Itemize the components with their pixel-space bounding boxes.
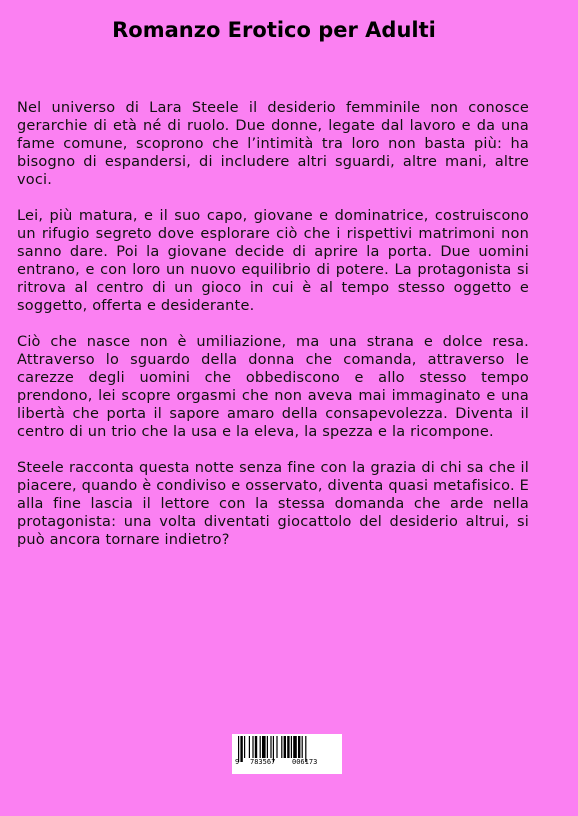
blurb-text [17, 99, 529, 567]
barcode-bar [262, 736, 266, 758]
blurb-paragraph: Steele racconta questa notte senza fine con la grazia di chi sa che il piacere, quando è condiviso e osservato, diventa quasi metafisico. E alla fine lascia il lettore con la stessa domanda che arde nella protagonista: una volta diventati giocattolo del desiderio altrui, si può ancora tornare indietro? [17, 460, 529, 548]
barcode-bar [240, 736, 242, 762]
isbn-barcode [232, 734, 342, 774]
barcode-bar [260, 736, 261, 758]
blurb-paragraph: Ciò che nasce non è umiliazione, ma una strana e dolce resa. Attraverso lo sguardo della donna che comanda, attraverso le carezze degli uomini che obbediscono e allo stesso tempo prendono, lei scopre orgasmi che non aveva mai immaginato e una libertà che porta il sapore amaro della consapevolezza. Diventa il centro di un trio che la usa e la eleva, la spezza e la ricompone. [17, 334, 529, 440]
barcode-bar [287, 736, 289, 758]
barcode-bar [270, 736, 271, 758]
barcode-first-digit: 9 [235, 758, 240, 766]
barcode-bar [249, 736, 250, 758]
barcode-left-digits: 783567 [250, 758, 276, 766]
blurb-paragraph: Nel universo di Lara Steele il desiderio femminile non conosce gerarchie di età né di ruolo. Due donne, legate dal lavoro e da una fame comune, scoprono che l’intimità tra loro non basta più: ha bisogno di espandersi, di includere altri sguardi, altre mani, altre voci. [17, 100, 529, 188]
barcode-bar [298, 736, 300, 758]
barcode-right-digits: 006173 [292, 758, 318, 766]
barcode-bar [291, 736, 292, 758]
barcode-bar [276, 736, 277, 758]
barcode-bar [281, 736, 282, 758]
blurb-paragraph: Lei, più matura, e il suo capo, giovane e dominatrice, costruiscono un rifugio segreto dove esplorare ciò che i rispettivi matrimoni non sanno dare. Poi la giovane decide di aprire la porta. Due uomini entrano, e con loro un nuovo equilibrio di potere. La protagonista si ritrova al centro di un gioco in cui è al tempo stesso oggetto e soggetto, offerta e desiderante. [17, 208, 529, 314]
barcode-bar [302, 736, 303, 758]
barcode-bar [252, 736, 253, 758]
book-title: Romanzo Erotico per Adulti [112, 18, 436, 42]
barcode-bar [255, 736, 257, 758]
barcode-bar [244, 736, 245, 758]
barcode-bar [267, 736, 268, 758]
barcode-bar [293, 736, 297, 758]
barcode-bar [284, 736, 286, 758]
